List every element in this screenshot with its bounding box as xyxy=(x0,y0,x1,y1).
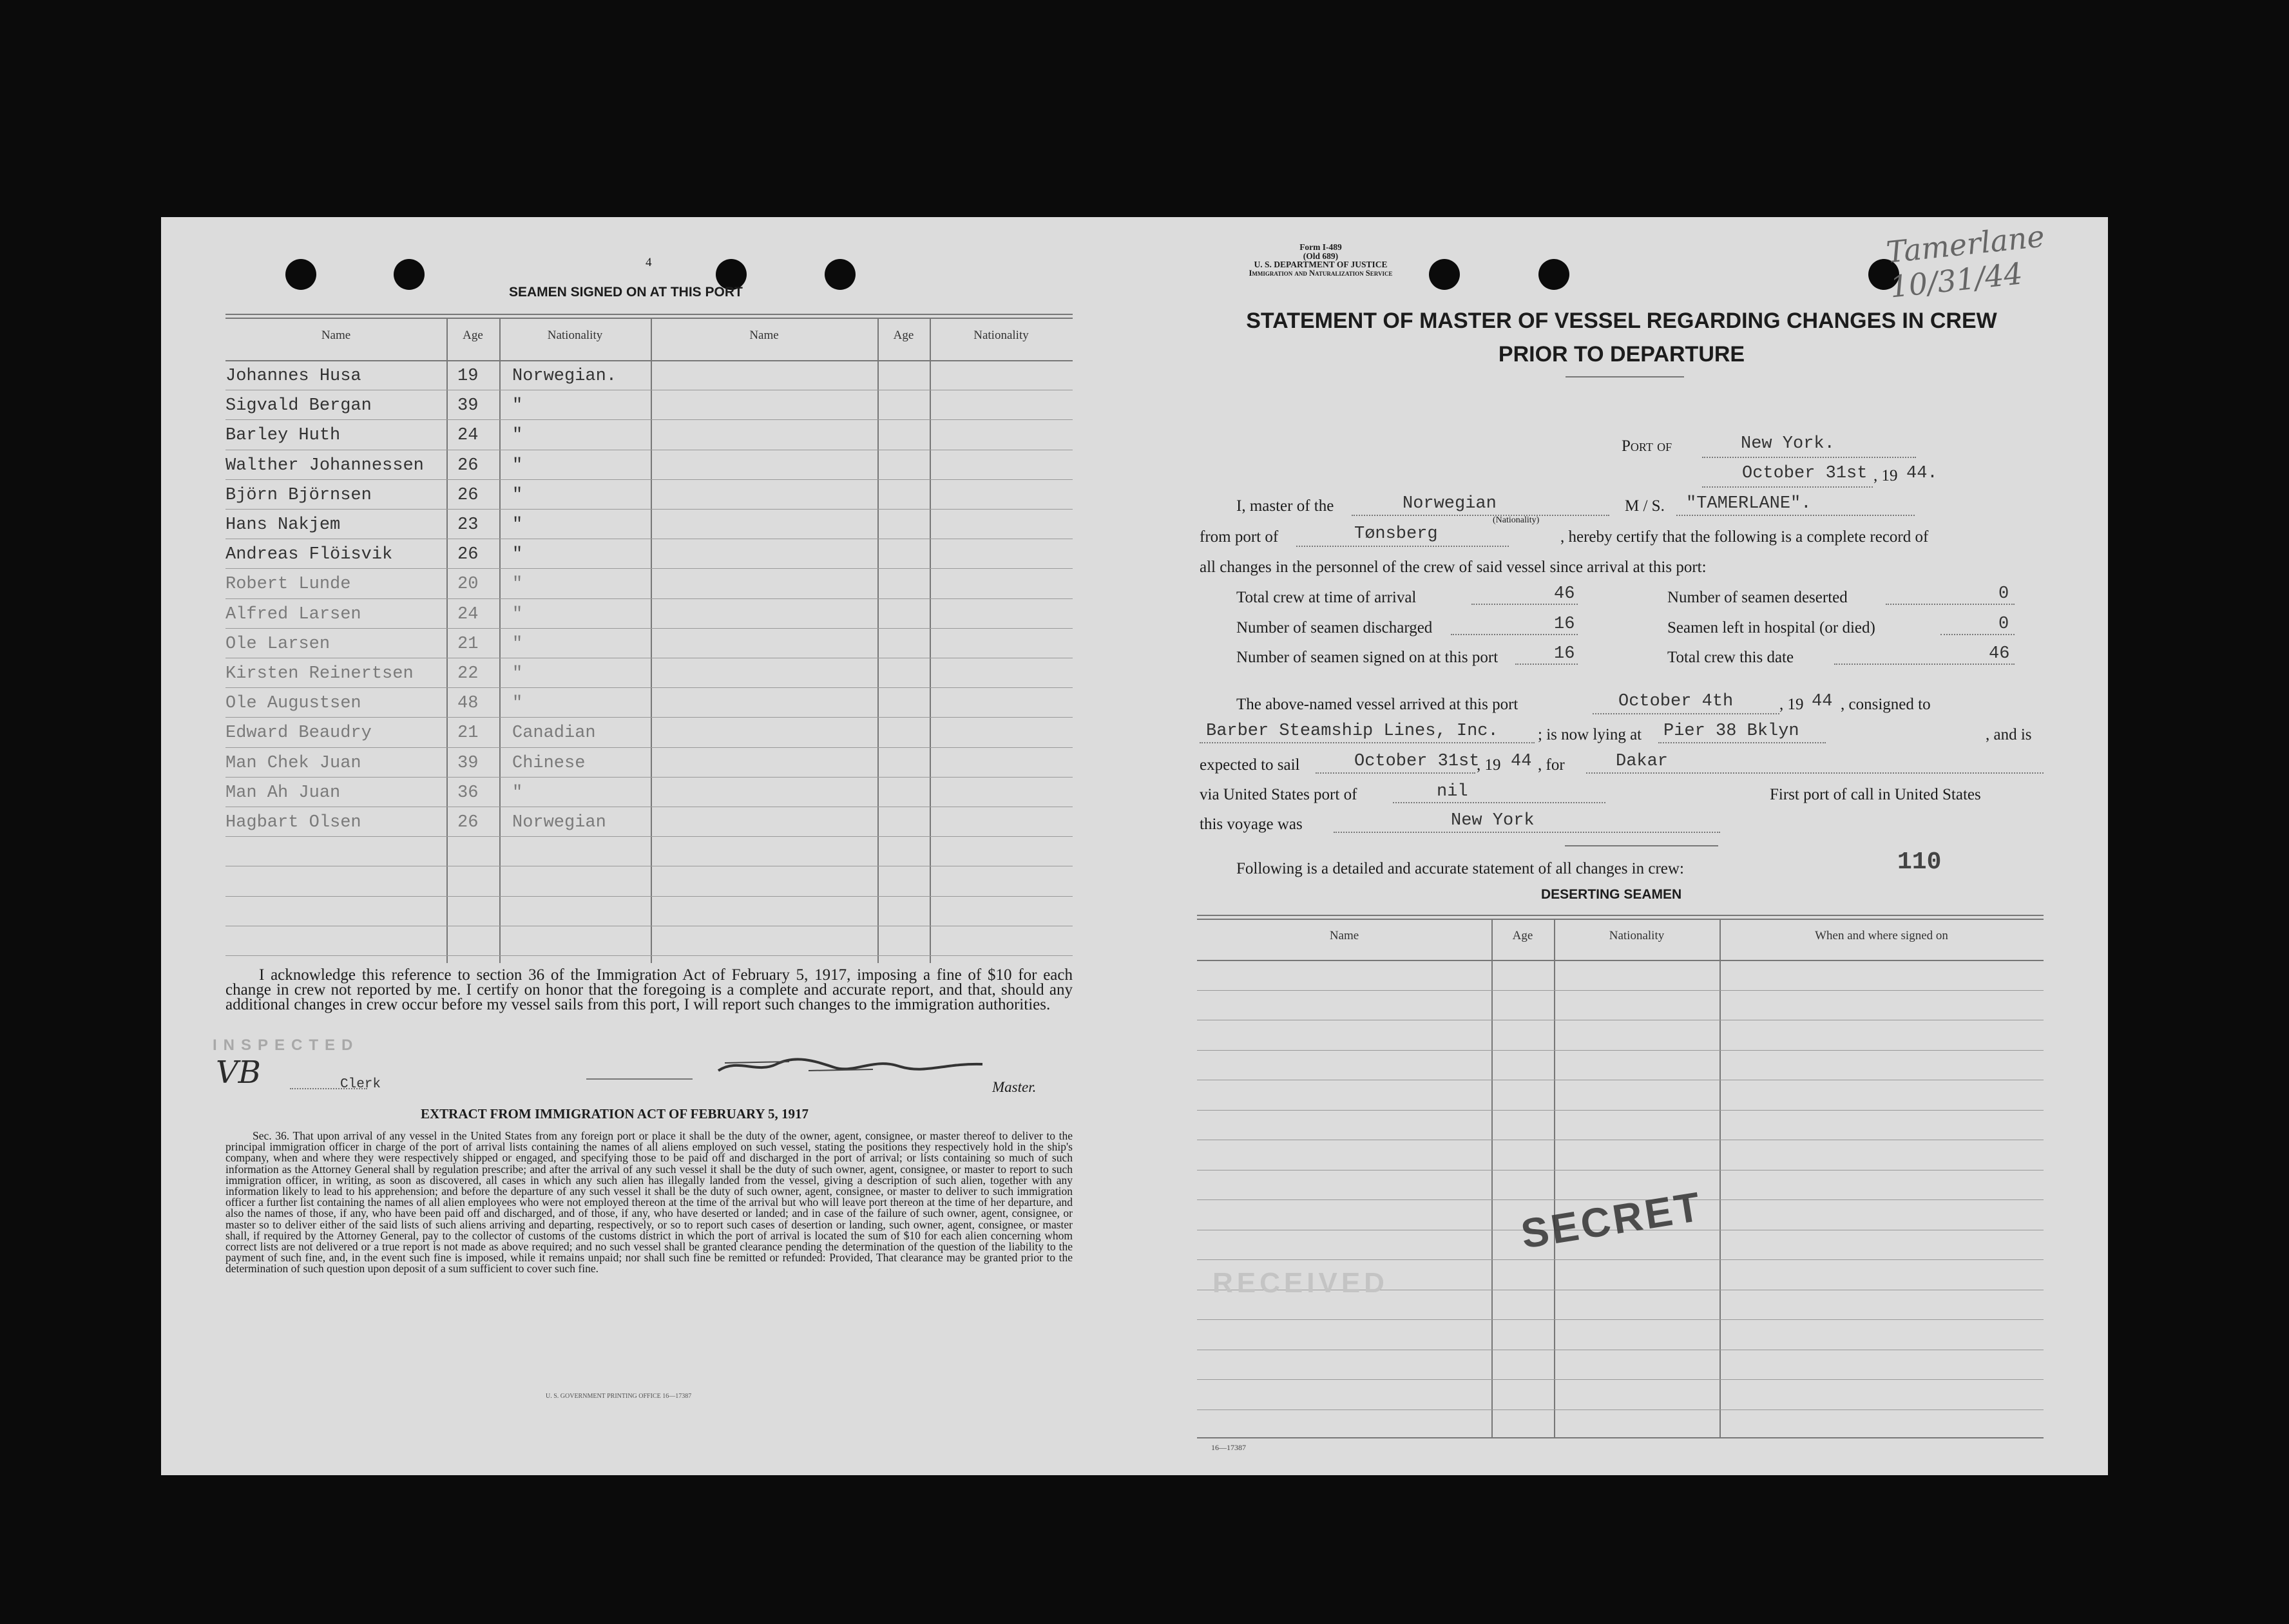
seaman-nationality: " xyxy=(512,783,523,803)
clerk-initials: VB xyxy=(216,1055,261,1091)
title-line-1: STATEMENT OF MASTER OF VESSEL REGARDING CHANGES IN CREW xyxy=(1246,309,1997,333)
seaman-age: 24 xyxy=(457,604,479,624)
seaman-name: Man Ah Juan xyxy=(225,783,341,803)
via-port: nil xyxy=(1437,782,1468,801)
seaman-name: Björn Björnsen xyxy=(225,485,372,505)
master-label: Master. xyxy=(992,1079,1037,1095)
title-rule xyxy=(1566,376,1684,377)
row-rule xyxy=(1197,1409,2044,1410)
deserting-header-age: Age xyxy=(1512,929,1533,942)
extract-text: Sec. 36. That upon arrival of any vessel in the United States from any foreign port or place it shall be the duty of the owner, agent, consignee, or master thereof to deliver to the principal immigration officer in charge of the port of arrival lists containing the names of all aliens employed on such vessel, stating the positions they respectively hold in the ship's company, when and where they were respectively shipped or engaged, and specifying those to be paid off and discharged in the port of arrival; or lists containing so much of such information as the Attorney General shall by regulation prescribe; and after the arrival of any such vessel it shall be the duty of such owner, agent, consignee, or master to report to such immigration officer, in writing, as soon as discovered, all cases in which any such alien has illegally landed from the vessel, giving a description of such alien, together with any information likely to lead to his apprehension; and before the departure of any such vessel it shall be the duty of such owner, agent, consignee, or master to deliver to such immigration officer a further list containing the names of all alien employees who were not employed thereon at the time of the arrival but who will leave port thereon at the time of her departure, and also the names of those, if any, who have been paid off and discharged, and of those, if any, who have deserted or landed; and in case of the failure of such owner, agent, consignee, or master so to deliver either of the said lists of such aliens arriving and departing, respectively, or so to report such cases of desertion or landing, such owner, agent, consignee, or master shall, if required by the Attorney General, pay to the collector of customs of the customs district in which the port of arrival is located the sum of $10 for each alien concerning whom correct lists are not delivered or a true report is not made as above required; and no such vessel shall be granted clearance pending the determination of the question of the liability to the payment of such fine, and, in the event such fine is imposed, while it remains unpaid; nor shall such fine be remitted or refunded: Provided, That clearance may be granted prior to the determination of such question upon deposit of a sum sufficient to cover such fine. xyxy=(225,1129,1073,1275)
stat-hospital: 0 xyxy=(1998,615,2009,634)
expected-label: expected to sail xyxy=(1200,756,1300,774)
row-rule xyxy=(225,836,1073,837)
stat-dots xyxy=(1940,634,2015,635)
seaman-age: 26 xyxy=(457,485,479,505)
via-label: via United States port of xyxy=(1200,786,1357,803)
seaman-name: Robert Lunde xyxy=(225,575,351,595)
certify-text: , hereby certify that the following is a complete record of xyxy=(1560,528,1929,546)
seaman-name: Edward Beaudry xyxy=(225,723,372,743)
destination: Dakar xyxy=(1616,752,1669,771)
expected-year-prefix: , 19 xyxy=(1477,756,1501,774)
year-prefix: , 19 xyxy=(1873,467,1898,484)
stamp-secret: SECRET xyxy=(1518,1183,1706,1257)
first-port-line xyxy=(1334,832,1720,833)
form-title xyxy=(1200,304,2044,371)
title-line-2: PRIOR TO DEPARTURE xyxy=(1498,342,1745,367)
column-header-name: Name xyxy=(321,329,351,342)
vessel-type: M / S. xyxy=(1625,497,1665,515)
nationality-line xyxy=(1352,515,1609,516)
table-top-rule xyxy=(225,314,1073,315)
column-header-age: Age xyxy=(463,329,483,342)
stamp-number: 110 xyxy=(1897,848,1942,876)
seaman-nationality: " xyxy=(512,455,523,475)
following-text: Following is a detailed and accurate statement of all changes in crew: xyxy=(1236,860,1684,877)
stat-signed-on: 16 xyxy=(1554,644,1575,664)
seaman-nationality: " xyxy=(512,396,523,416)
seaman-name: Hagbart Olsen xyxy=(225,813,361,832)
deserting-title: DESERTING SEAMEN xyxy=(1541,887,1682,902)
seaman-age: 39 xyxy=(457,753,479,773)
vessel-name: "TAMERLANE". xyxy=(1686,494,1812,513)
service: Immigration and Naturalization Service xyxy=(1249,268,1393,278)
stat-dots xyxy=(1834,664,2015,665)
year-value: 44. xyxy=(1906,464,1938,483)
section-title: SEAMEN SIGNED ON AT THIS PORT xyxy=(509,285,743,300)
expected-date: October 31st xyxy=(1354,752,1480,771)
punch-hole xyxy=(394,259,425,290)
column-divider xyxy=(1491,919,1493,1437)
seaman-nationality: " xyxy=(512,426,523,446)
extract-title: EXTRACT FROM IMMIGRATION ACT OF FEBRUARY 5, 1917 xyxy=(421,1106,809,1122)
seaman-nationality: " xyxy=(512,694,523,714)
row-rule xyxy=(225,509,1073,510)
stat-total-date: 46 xyxy=(1989,644,2010,664)
column-header-nationality: Nationality xyxy=(973,329,1029,342)
seaman-name: Ole Larsen xyxy=(225,634,330,654)
row-rule xyxy=(225,717,1073,718)
nationality-caption: (Nationality) xyxy=(1493,515,1540,525)
stat-dots xyxy=(1451,634,1578,635)
stat-total-date-label: Total crew this date xyxy=(1667,649,1794,666)
column-header-age: Age xyxy=(893,329,914,342)
seaman-name: Andreas Flöisvik xyxy=(225,545,393,565)
left-page xyxy=(161,217,1142,1475)
row-rule xyxy=(1197,990,2044,991)
for-label: , for xyxy=(1538,756,1565,774)
row-rule xyxy=(225,777,1073,778)
seaman-nationality: " xyxy=(512,515,523,535)
and-is-label: , and is xyxy=(1986,726,2032,743)
stat-dots xyxy=(1886,604,2015,605)
short-rule xyxy=(1565,845,1718,846)
port-value: New York. xyxy=(1741,434,1835,454)
row-rule xyxy=(1197,1259,2044,1260)
deserting-header-name: Name xyxy=(1329,929,1359,942)
seaman-nationality: " xyxy=(512,545,523,565)
seaman-name: Johannes Husa xyxy=(225,367,361,386)
seaman-age: 26 xyxy=(457,545,479,565)
stat-total-arrival-label: Total crew at time of arrival xyxy=(1236,589,1417,606)
seaman-age: 39 xyxy=(457,396,479,416)
page-number: 4 xyxy=(646,256,652,269)
seaman-nationality: " xyxy=(512,604,523,624)
punch-hole xyxy=(1429,259,1460,290)
date-value: October 31st xyxy=(1742,464,1868,483)
date-line xyxy=(1702,486,1873,488)
consignee-line xyxy=(1200,742,1535,743)
deserting-table-bottom xyxy=(1197,1437,2044,1438)
deserting-header-rule xyxy=(1197,960,2044,961)
from-port-value: Tønsberg xyxy=(1354,524,1438,544)
seaman-age: 26 xyxy=(457,813,479,832)
deserting-table-top xyxy=(1197,919,2044,920)
port-line xyxy=(1702,457,1916,458)
first-port: New York xyxy=(1451,811,1535,830)
deserting-header-nationality: Nationality xyxy=(1609,929,1665,942)
department: U. S. DEPARTMENT OF JUSTICE xyxy=(1254,260,1388,269)
stamp-inspected: INSPECTED xyxy=(213,1036,359,1054)
row-rule xyxy=(225,687,1073,688)
lying-at-label: ; is now lying at xyxy=(1538,726,1642,743)
acknowledgment-text: I acknowledge this reference to section 36 of the Immigration Act of February 5, 1917, imposing a fine of $10 for each change in crew not reported by me. I certify on honor that the foregoing is a complete and accurate report, and that, should any additional changes in crew occur before my vessel sails from this port, I will report such changes to the immigration authorities. xyxy=(225,966,1073,1013)
seaman-nationality: " xyxy=(512,485,523,505)
vessel-name-line xyxy=(1676,515,1915,516)
stat-deserted-label: Number of seamen deserted xyxy=(1667,589,1848,606)
row-rule xyxy=(225,568,1073,569)
form-number: Form I-489 xyxy=(1299,242,1342,252)
row-rule xyxy=(225,419,1073,420)
seaman-age: 21 xyxy=(457,634,479,654)
row-rule xyxy=(1197,1110,2044,1111)
seaman-name: Man Chek Juan xyxy=(225,753,361,773)
seaman-name: Ole Augustsen xyxy=(225,694,361,714)
stat-dots xyxy=(1515,664,1578,665)
stat-discharged: 16 xyxy=(1554,615,1575,634)
printer-code: 16—17387 xyxy=(1211,1443,1246,1452)
this-voyage-label: this voyage was xyxy=(1200,816,1303,833)
master-line-left xyxy=(586,1078,693,1080)
port-label: Port of xyxy=(1622,437,1672,455)
punch-hole xyxy=(285,259,316,290)
lying-at-line xyxy=(1658,742,1826,743)
from-port-line xyxy=(1296,546,1509,547)
from-port-label: from port of xyxy=(1200,528,1279,546)
row-rule xyxy=(225,479,1073,480)
row-rule xyxy=(225,896,1073,897)
via-line xyxy=(1393,802,1605,803)
certify-text-2: all changes in the personnel of the crew of said vessel since arrival at this port: xyxy=(1200,559,1707,576)
row-rule xyxy=(225,955,1073,956)
first-port-label: First port of call in United States xyxy=(1770,786,1981,803)
seaman-nationality: " xyxy=(512,634,523,654)
stat-total-arrival: 46 xyxy=(1554,584,1575,604)
expected-date-line xyxy=(1316,772,1475,774)
seaman-name: Kirsten Reinertsen xyxy=(225,664,414,683)
seaman-age: 21 xyxy=(457,723,479,743)
seaman-nationality: " xyxy=(512,575,523,595)
seaman-nationality: " xyxy=(512,664,523,683)
row-rule xyxy=(225,598,1073,599)
seaman-name: Hans Nakjem xyxy=(225,515,341,535)
deserting-table-top xyxy=(1197,915,2044,916)
seaman-nationality: Norwegian xyxy=(512,813,606,832)
stat-signed-on-label: Number of seamen signed on at this port xyxy=(1236,649,1499,666)
seaman-name: Walther Johannessen xyxy=(225,455,424,475)
seaman-nationality: Canadian xyxy=(512,723,596,743)
stat-hospital-label: Seamen left in hospital (or died) xyxy=(1667,619,1875,636)
expected-year: 44 xyxy=(1511,752,1532,771)
column-divider xyxy=(1554,919,1555,1437)
arrived-year: 44 xyxy=(1812,692,1833,711)
seaman-name: Sigvald Bergan xyxy=(225,396,372,416)
punch-hole xyxy=(825,259,856,290)
row-rule xyxy=(225,628,1073,629)
table-header-rule xyxy=(225,360,1073,361)
seaman-age: 48 xyxy=(457,694,479,714)
stamp-received: RECEIVED xyxy=(1212,1267,1388,1299)
column-header-nationality: Nationality xyxy=(547,329,603,342)
seaman-name: Barley Huth xyxy=(225,426,341,446)
seaman-age: 20 xyxy=(457,575,479,595)
seaman-nationality: Norwegian. xyxy=(512,367,617,386)
right-page xyxy=(1135,217,2108,1475)
arrived-date-line xyxy=(1593,713,1779,714)
form-old-number: (Old 689) xyxy=(1303,251,1339,261)
seaman-nationality: Chinese xyxy=(512,753,586,773)
seaman-age: 22 xyxy=(457,664,479,683)
row-rule xyxy=(1197,1319,2044,1320)
arrived-text: The above-named vessel arrived at this port xyxy=(1236,696,1518,713)
seaman-name: Alfred Larsen xyxy=(225,604,361,624)
printer-line: U. S. GOVERNMENT PRINTING OFFICE 16—17387 xyxy=(546,1393,692,1400)
seaman-age: 23 xyxy=(457,515,479,535)
seaman-age: 24 xyxy=(457,426,479,446)
column-divider xyxy=(1719,919,1721,1437)
seaman-age: 19 xyxy=(457,367,479,386)
arrived-date: October 4th xyxy=(1618,692,1734,711)
master-of-the-label: I, master of the xyxy=(1236,497,1334,515)
consignee: Barber Steamship Lines, Inc. xyxy=(1206,721,1499,741)
lying-at: Pier 38 Bklyn xyxy=(1663,721,1799,741)
handwritten-note: Tamerlane 10/31/44 xyxy=(1884,218,2046,305)
stat-discharged-label: Number of seamen discharged xyxy=(1236,619,1433,636)
nationality-value: Norwegian xyxy=(1403,494,1497,513)
consigned-to-label: , consigned to xyxy=(1841,696,1931,713)
row-rule xyxy=(225,747,1073,748)
column-header-name: Name xyxy=(749,329,779,342)
table-top-rule xyxy=(225,318,1073,319)
row-rule xyxy=(1197,1050,2044,1051)
arrived-year-prefix: , 19 xyxy=(1779,696,1804,713)
deserting-header-signed-on: When and where signed on xyxy=(1815,929,1948,942)
stat-dots xyxy=(1471,604,1578,605)
stat-deserted: 0 xyxy=(1998,584,2009,604)
seaman-age: 26 xyxy=(457,455,479,475)
punch-hole xyxy=(1538,259,1569,290)
clerk-label: Clerk xyxy=(340,1077,381,1092)
master-signature xyxy=(712,1045,1002,1084)
row-rule xyxy=(1197,1379,2044,1380)
seaman-age: 36 xyxy=(457,783,479,803)
destination-line xyxy=(1586,772,2044,774)
form-header xyxy=(1211,243,1430,278)
